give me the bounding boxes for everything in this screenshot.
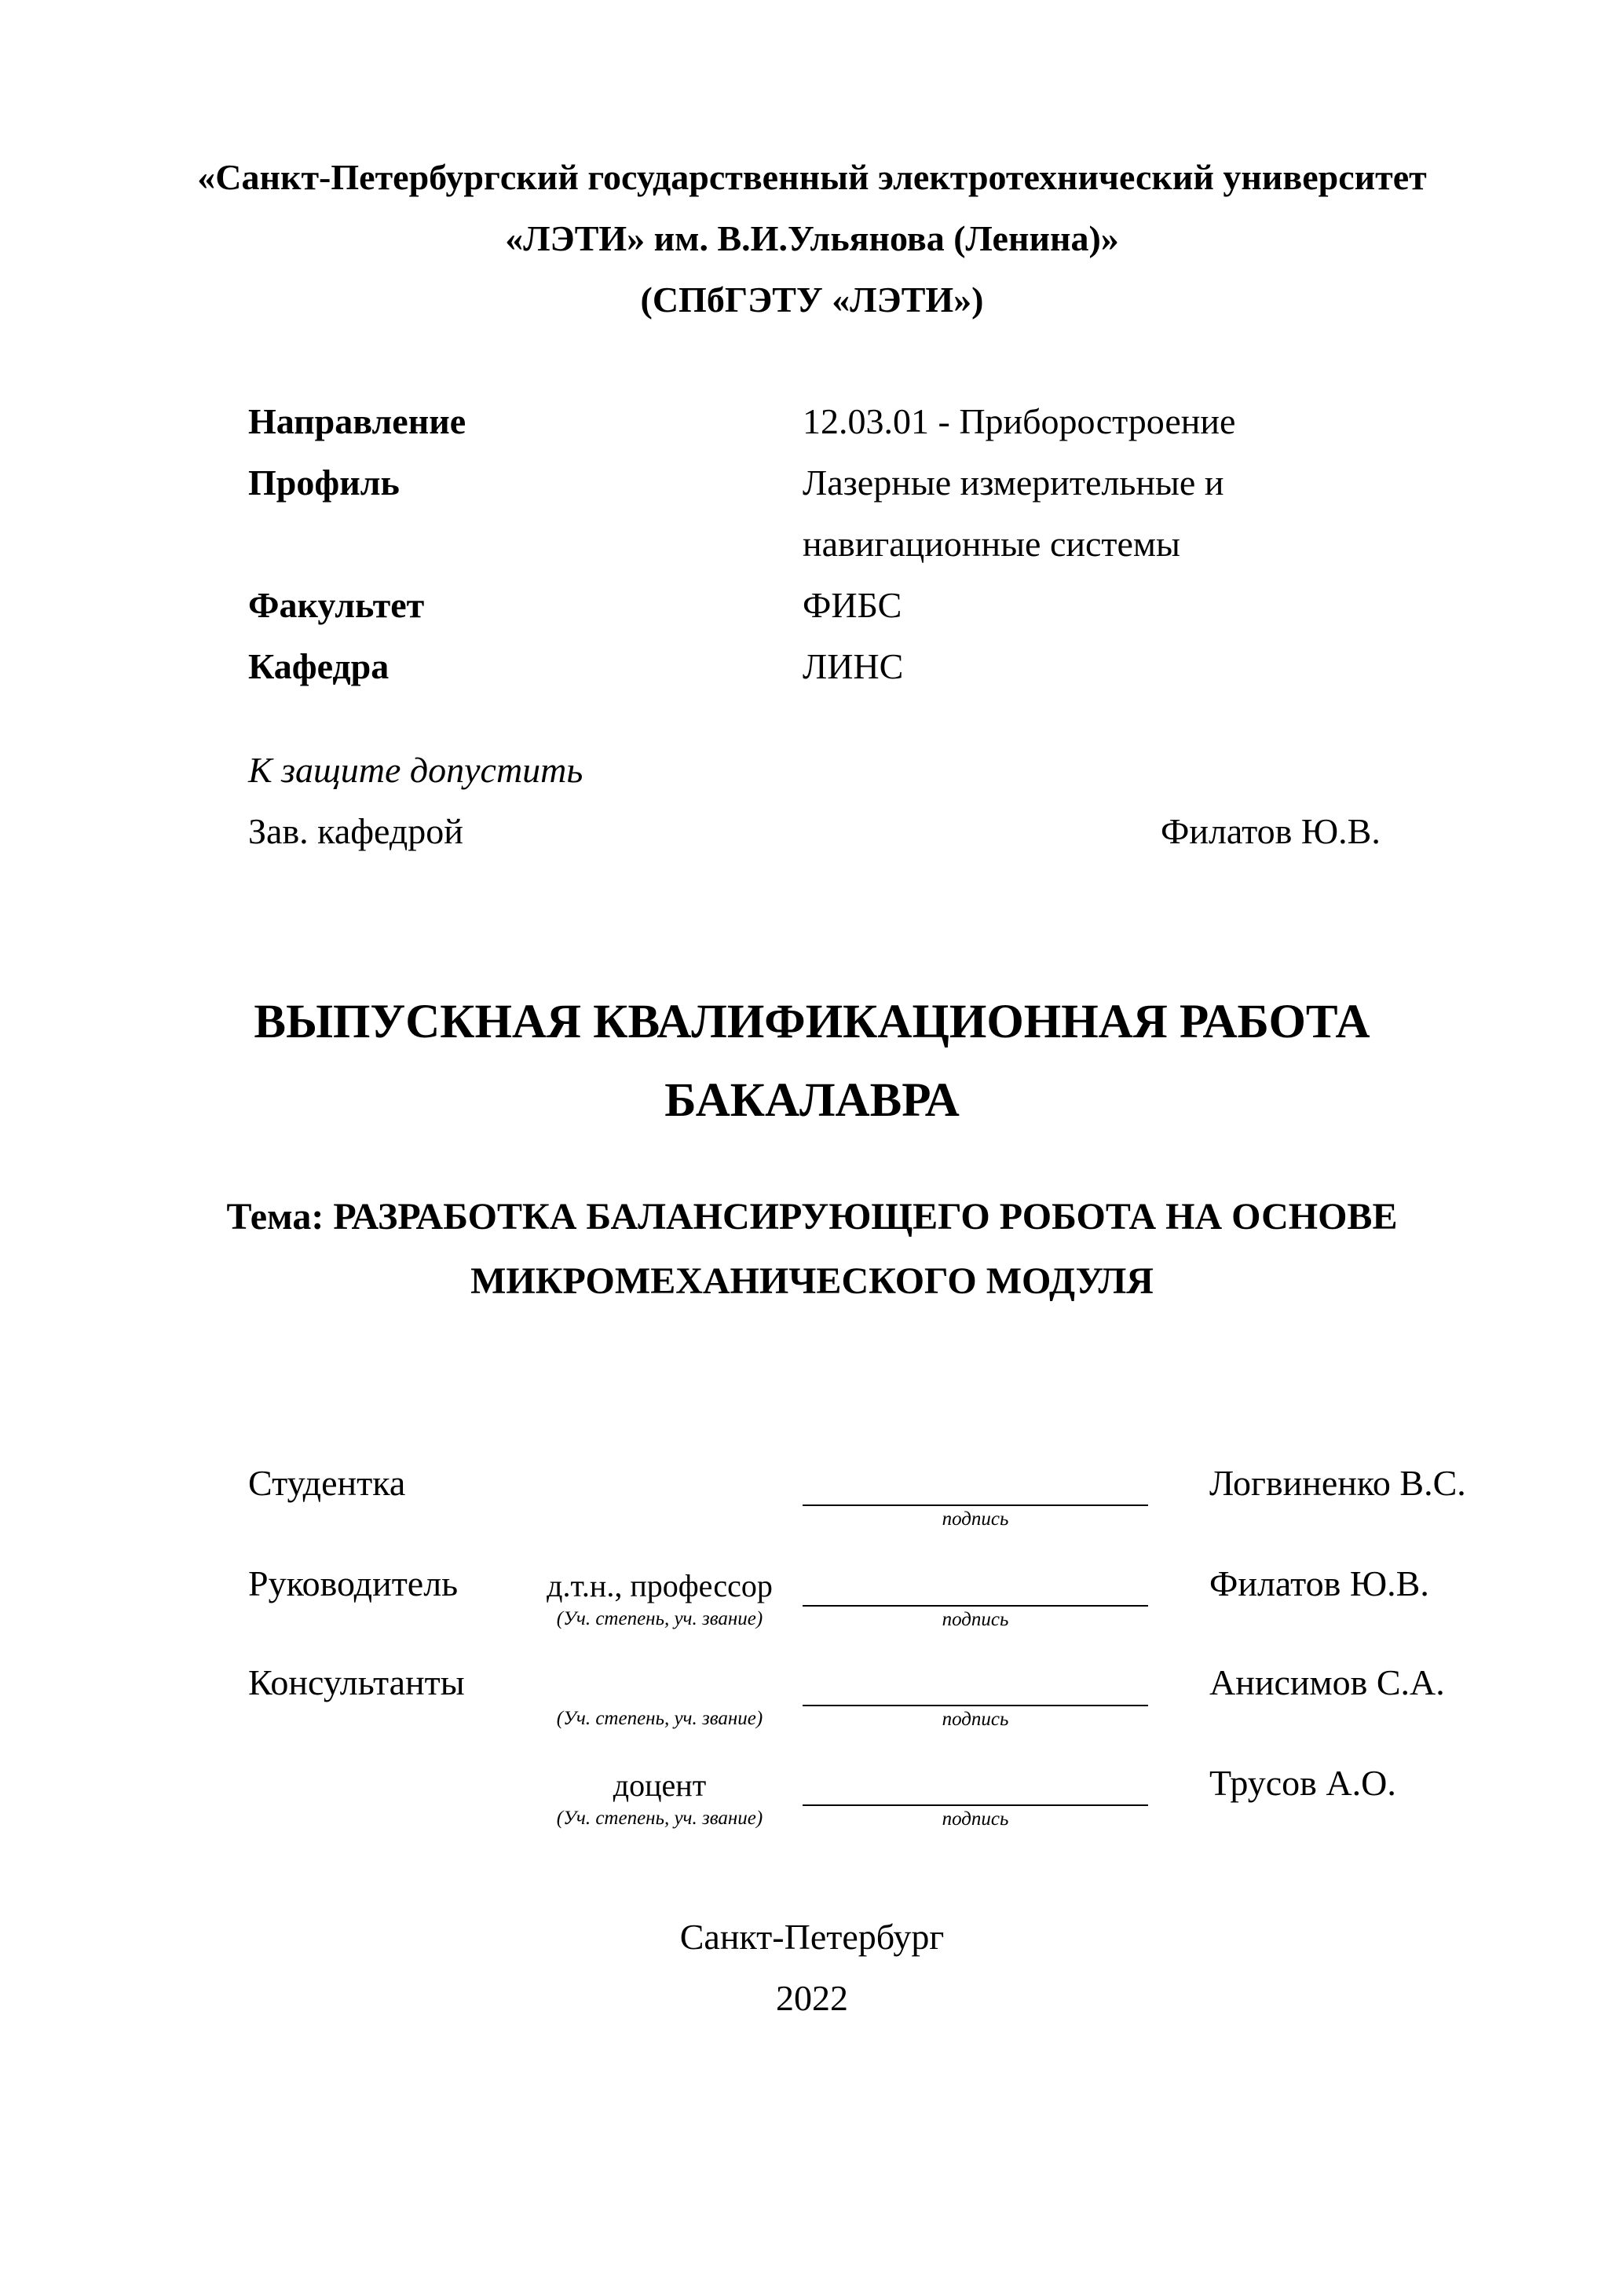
faculty-value: ФИБС [803,585,902,625]
student-signature-line [803,1504,1148,1506]
city: Санкт-Петербург [679,1917,945,1957]
student-label: Студентка [248,1463,406,1503]
consultant2-rank-caption: (Уч. степень, уч. звание) [556,1808,763,1829]
year: 2022 [776,1978,848,2018]
supervisor-rank-caption: (Уч. степень, уч. звание) [556,1608,763,1629]
supervisor-signature-line [803,1605,1148,1607]
consultant2-name: Трусов А.О. [1209,1763,1396,1803]
direction-value: 12.03.01 - Приборостроение [803,401,1236,441]
topic-line2: МИКРОМЕХАНИЧЕСКОГО МОДУЛЯ [470,1260,1154,1302]
supervisor-signature-caption: подпись [942,1609,1009,1630]
work-title-line2: БАКАЛАВРА [664,1074,960,1127]
profile-value-line1: Лазерные измерительные и [803,462,1224,503]
consultants-label: Консультанты [248,1662,465,1702]
topic-line1: Тема: РАЗРАБОТКА БАЛАНСИРУЮЩЕГО РОБОТА НА ОСНОВЕ [226,1196,1398,1238]
university-abbreviation: (СПбГЭТУ «ЛЭТИ») [640,280,984,320]
university-name-line1: «Санкт-Петербургский государственный электротехнический университет [197,157,1427,197]
supervisor-label: Руководитель [248,1563,459,1603]
consultant2-signature-line [803,1804,1148,1806]
consultant1-signature-line [803,1705,1148,1706]
department-label: Кафедра [248,646,390,686]
consultant1-signature-caption: подпись [942,1709,1009,1730]
direction-label: Направление [248,401,466,441]
student-signature-caption: подпись [942,1508,1009,1530]
consultant1-rank-caption: (Уч. степень, уч. звание) [556,1708,763,1729]
head-of-department-name: Филатов Ю.В. [1161,811,1381,851]
approval-title: К защите допустить [248,750,583,790]
department-value: ЛИНС [803,646,904,686]
supervisor-rank: д.т.н., профессор [547,1568,773,1603]
supervisor-name: Филатов Ю.В. [1209,1563,1429,1603]
university-name-line2: «ЛЭТИ» им. В.И.Ульянова (Ленина)» [505,218,1119,258]
consultant1-name: Анисимов С.А. [1209,1662,1445,1702]
work-title-line1: ВЫПУСКНАЯ КВАЛИФИКАЦИОННАЯ РАБОТА [254,996,1370,1048]
profile-value-line2: навигационные системы [803,524,1180,564]
profile-label: Профиль [248,462,400,503]
consultant2-signature-caption: подпись [942,1808,1009,1830]
faculty-label: Факультет [248,585,425,625]
consultant2-rank: доцент [613,1768,707,1803]
head-of-department-label: Зав. кафедрой [248,811,463,851]
student-name: Логвиненко В.С. [1209,1463,1466,1503]
